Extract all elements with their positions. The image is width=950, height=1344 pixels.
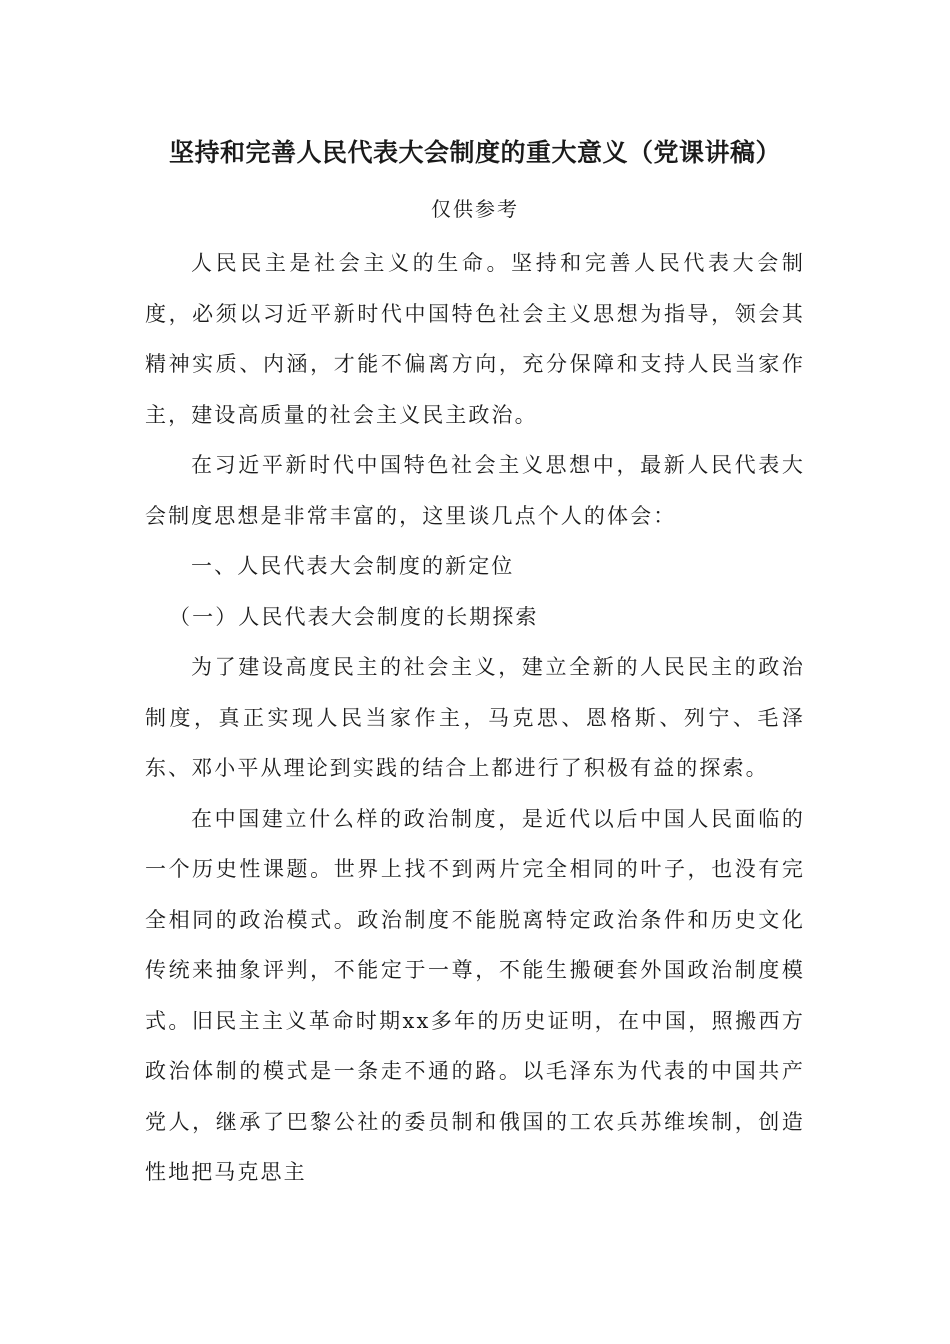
paragraph: 为了建设高度民主的社会主义，建立全新的人民民主的政治制度，真正实现人民当家作主，马克思、恩格斯、列宁、毛泽东、邓小平从理论到实践的结合上都进行了积极有益的探索。 (145, 655, 805, 780)
paragraph: 人民民主是社会主义的生命。坚持和完善人民代表大会制度，必须以习近平新时代中国特色社会主义思想为指导，领会其精神实质、内涵，才能不偏离方向，充分保障和支持人民当家作主，建设高质量的社会主义民主政治。 (145, 251, 805, 427)
paragraph: 在中国建立什么样的政治制度，是近代以后中国人民面临的一个历史性课题。世界上找不到两片完全相同的叶子，也没有完全相同的政治模式。政治制度不能脱离特定政治条件和历史文化传统来抽象评判，不能定于一尊，不能生搬硬套外国政治制度模式。旧民主主义革命时期xx多年的历史证明，在中国，照搬西方政治体制的模式是一条走不通的路。以毛泽东为代表的中国共产党人，继承了巴黎公社的委员制和俄国的工农兵苏维埃制，创造性地把马克思主 (145, 806, 805, 1184)
document-subtitle: 仅供参考 (431, 197, 519, 221)
paragraph: 在习近平新时代中国特色社会主义思想中，最新人民代表大会制度思想是非常丰富的，这里谈几点个人的体会： (145, 453, 805, 528)
document-body (145, 238, 805, 1198)
subsection-heading: （一）人民代表大会制度的长期探索 (169, 604, 539, 629)
section-heading: 一、人民代表大会制度的新定位 (191, 554, 515, 578)
document-title: 坚持和完善人民代表大会制度的重大意义（党课讲稿） (168, 138, 781, 167)
